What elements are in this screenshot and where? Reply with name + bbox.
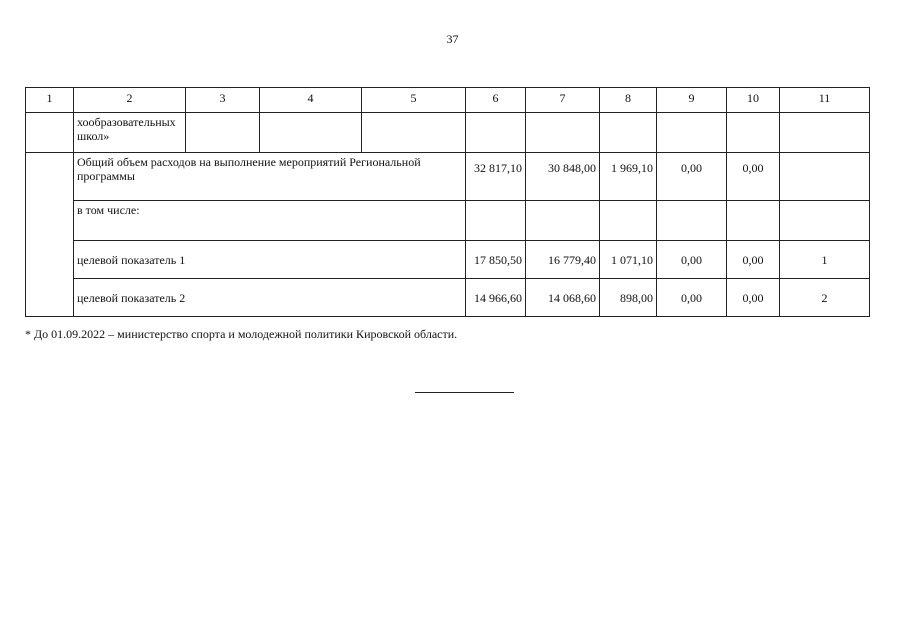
total-col11 [780, 153, 870, 201]
table-cell [600, 113, 657, 153]
indicator-1-col10: 0,00 [727, 241, 780, 279]
total-col8: 1 969,10 [600, 153, 657, 201]
total-col7: 30 848,00 [526, 153, 600, 201]
footnote: * До 01.09.2022 – министерство спорта и молодежной политики Кировской области. [25, 327, 458, 341]
indicator-1-col11: 1 [780, 241, 870, 279]
column-number: 9 [657, 88, 727, 113]
column-number: 3 [186, 88, 260, 113]
table-row-including [26, 201, 870, 241]
indicator-1-col7: 16 779,40 [526, 241, 600, 279]
indicator-2-col8: 898,00 [600, 279, 657, 317]
total-col6: 32 817,10 [466, 153, 526, 201]
column-number: 1 [26, 88, 74, 113]
continued-text-cell: хообразовательных школ» [74, 113, 186, 153]
column-number: 11 [780, 88, 870, 113]
column-number: 7 [526, 88, 600, 113]
indicator-2-col6: 14 966,60 [466, 279, 526, 317]
table-cell [526, 113, 600, 153]
column-number: 8 [600, 88, 657, 113]
table-cell [727, 113, 780, 153]
column-number: 6 [466, 88, 526, 113]
table-cell [186, 113, 260, 153]
page-number: 37 [446, 32, 459, 46]
table-cell [260, 113, 362, 153]
total-label: Общий объем расходов на выполнение мероприятий Региональной программы [74, 153, 466, 201]
indicator-2-col7: 14 068,60 [526, 279, 600, 317]
table-cell [657, 113, 727, 153]
table-cell [26, 113, 74, 153]
total-col10: 0,00 [727, 153, 780, 201]
table-cell [727, 201, 780, 241]
indicator-1-col9: 0,00 [657, 241, 727, 279]
table-header-row [26, 88, 870, 113]
closing-line [415, 392, 514, 393]
table-cell [362, 113, 466, 153]
table-cell [600, 201, 657, 241]
table-row [26, 113, 870, 153]
table-cell [780, 201, 870, 241]
table-cell [466, 201, 526, 241]
table-row-indicator-2 [26, 279, 870, 317]
table-row-total [26, 153, 870, 201]
column-number: 5 [362, 88, 466, 113]
including-label: в том числе: [74, 201, 466, 241]
total-col9: 0,00 [657, 153, 727, 201]
column-number: 4 [260, 88, 362, 113]
column-number: 10 [727, 88, 780, 113]
indicator-1-label: целевой показатель 1 [74, 241, 466, 279]
indicator-2-col11: 2 [780, 279, 870, 317]
table-cell [657, 201, 727, 241]
table-cell-merged [26, 153, 74, 317]
table-cell [466, 113, 526, 153]
indicator-1-col6: 17 850,50 [466, 241, 526, 279]
table-cell [780, 113, 870, 153]
indicator-1-col8: 1 071,10 [600, 241, 657, 279]
column-number: 2 [74, 88, 186, 113]
indicator-2-col9: 0,00 [657, 279, 727, 317]
indicator-2-col10: 0,00 [727, 279, 780, 317]
program-expenses-table [25, 87, 870, 317]
table-cell [526, 201, 600, 241]
indicator-2-label: целевой показатель 2 [74, 279, 466, 317]
table-row-indicator-1 [26, 241, 870, 279]
